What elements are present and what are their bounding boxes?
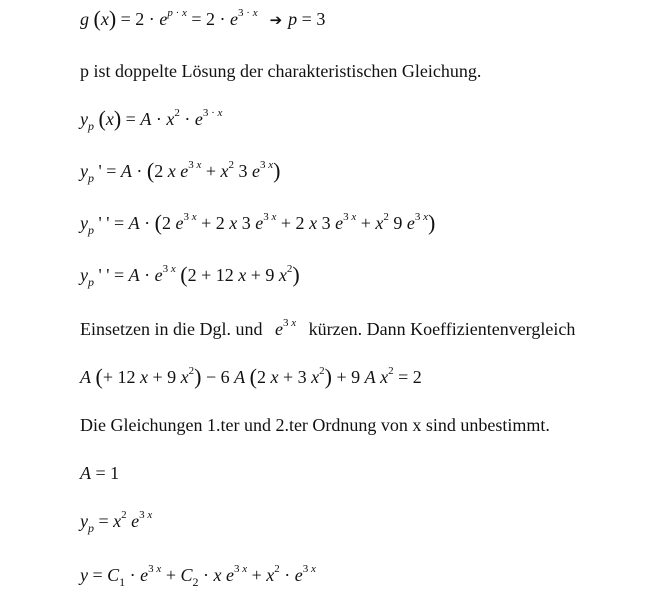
formula-general-solution: $y = C_1 \cdot e^{3 x} + C_2 \cdot x$ $e^{3 x} + x^2 \cdot e^{3 x}$ [80, 563, 316, 589]
formula-yp: $y_p$ $(x) = A \cdot x^2 \cdot e^{3 \cdot x}$ [80, 106, 223, 133]
formula-yp-result: $y_p = x^2$ $e^{3 x}$ [80, 509, 153, 535]
formula-a-equals-1: A = 1 [80, 463, 120, 483]
text-equations-undetermined: Die Gleichungen 1.ter und 2.ter Ordnung von x sind unbestimmt. [80, 415, 550, 435]
formula-coefficient-comparison: A (+ 12 x + 9 $x^2) - 6$ A (2 x + 3 $x^2) + 9$ A $x^2 = 2$ [80, 364, 422, 389]
formula-yp-second-derivative-simplified: $y_p$ ' ' = $A \cdot e^{3 x}$ (2 + 12 x + 9 $x^2$) [80, 262, 300, 289]
formula-g-of-x: g $(x) = 2 \cdot e^{p \cdot x} = 2 \cdot e^{3 \cdot x}$ ➔ p = 3 [80, 6, 326, 31]
text-double-root: p ist doppelte Lösung der charakteristischen Gleichung. [80, 61, 482, 81]
arrow-right-icon: ➔ [269, 13, 283, 29]
text-substitute-part-2: kürzen. Dann Koeffizientenvergleich [308, 319, 576, 339]
formula-yp-second-derivative: $y_p$ ' ' = A · (2 $e^{3 x} + 2$ x 3 $e^{3 x} + 2$ x 3 $e^{3 x} + x^2$ 9 $e^{3 x}$) [80, 210, 436, 237]
formula-yp-first-derivative: $y_p$ ' = A · (2 x $e^{3 x} + x^2$ 3 $e^{3 x}$) [80, 158, 281, 185]
text-substitute-part-1: Einsetzen in die Dgl. und [80, 319, 263, 339]
text-substitute: Einsetzen in die Dgl. und $e^{3 x}$ kürzen. Dann Koeffizientenvergleich [80, 317, 576, 339]
